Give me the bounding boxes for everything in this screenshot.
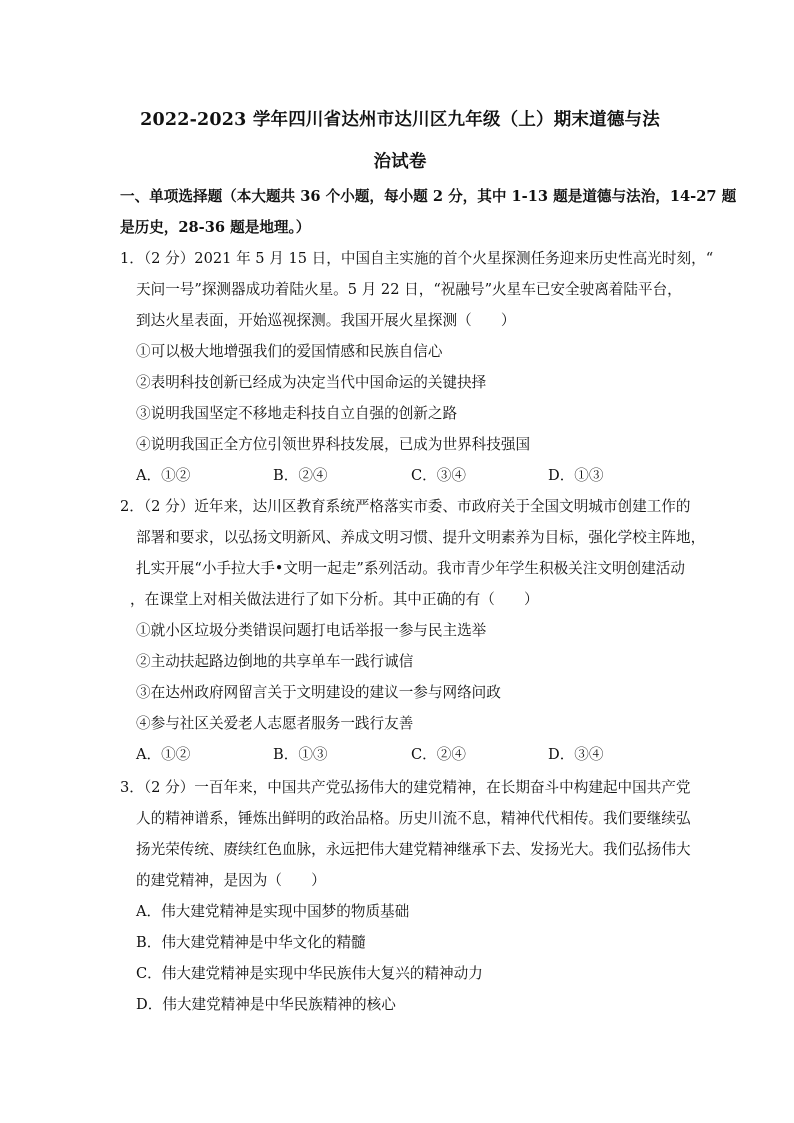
question-1-option-c[interactable]: C．③④ bbox=[411, 467, 466, 484]
question-1-statement: ③说明我国坚定不移地走科技自立自强的创新之路 bbox=[136, 405, 458, 422]
question-3-stem-line: 3．（2 分）一百年来，中国共产党弘扬伟大的建党精神，在长期奋斗中构建起中国共产党 bbox=[120, 779, 691, 796]
question-2-option-d[interactable]: D．③④ bbox=[548, 746, 604, 763]
section-heading-line-1: 一、单项选择题（本大题共 36 个小题，每小题 2 分，其中 1-13 题是道德与法治，14-27 题 bbox=[120, 188, 737, 205]
question-1-statement: ②表明科技创新已经成为决定当代中国命运的关键抉择 bbox=[136, 374, 487, 391]
question-3-option-d[interactable]: D．伟大建党精神是中华民族精神的核心 bbox=[136, 996, 396, 1013]
question-3-stem-line: 人的精神谱系，锤炼出鲜明的政治品格。历史川流不息，精神代代相传。我们要继续弘 bbox=[136, 810, 691, 827]
question-1-stem-line: 天问一号”探测器成功着陆火星。5 月 22 日，“祝融号”火星车已安全驶离着陆平台， bbox=[136, 281, 682, 298]
question-3-stem-line: 扬光荣传统、赓续红色血脉，永远把伟大建党精神继承下去、发扬光大。我们弘扬伟大 bbox=[136, 841, 691, 858]
exam-title-line-1: 2022-2023 学年四川省达州市达川区九年级（上）期末道德与法 bbox=[140, 110, 660, 130]
exam-title-line-2: 治试卷 bbox=[373, 152, 427, 172]
question-3-option-b[interactable]: B．伟大建党精神是中华文化的精髓 bbox=[136, 934, 366, 951]
question-1-stem-line: 1．（2 分）2021 年 5 月 15 日，中国自主实施的首个火星探测任务迎来历史性高光时刻，“ bbox=[120, 250, 714, 267]
question-2-option-c[interactable]: C．②④ bbox=[411, 746, 466, 763]
question-1-option-a[interactable]: A．①② bbox=[136, 467, 191, 484]
question-1-statement: ④说明我国正全方位引领世界科技发展，已成为世界科技强国 bbox=[136, 436, 531, 453]
question-2-statement: ①就小区垃圾分类错误问题打电话举报一参与民主选举 bbox=[136, 622, 487, 639]
section-heading-line-2: 是历史，28-36 题是地理。） bbox=[120, 219, 311, 236]
question-2-stem-line: 扎实开展“小手拉大手•文明一起走”系列活动。我市青少年学生积极关注文明创建活动 bbox=[136, 560, 685, 577]
question-3-option-a[interactable]: A．伟大建党精神是实现中国梦的物质基础 bbox=[136, 903, 410, 920]
question-1-option-d[interactable]: D．①③ bbox=[548, 467, 604, 484]
question-2-stem-line: 部署和要求，以弘扬文明新风、养成文明习惯、提升文明素养为目标，强化学校主阵地， bbox=[136, 529, 706, 546]
question-2-stem-line: ，在课堂上对相关做法进行了如下分析。其中正确的有（ ） bbox=[130, 591, 539, 608]
question-2-statement: ③在达州政府网留言关于文明建设的建议一参与网络问政 bbox=[136, 684, 501, 701]
question-3-stem-line: 的建党精神，是因为（ ） bbox=[136, 872, 326, 889]
question-2-statement: ②主动扶起路边倒地的共享单车一践行诚信 bbox=[136, 653, 414, 670]
question-2-option-a[interactable]: A．①② bbox=[136, 746, 191, 763]
question-1-stem-line: 到达火星表面，开始巡视探测。我国开展火星探测（ ） bbox=[136, 312, 516, 329]
question-2-option-b[interactable]: B．①③ bbox=[273, 746, 328, 763]
question-3-option-c[interactable]: C．伟大建党精神是实现中华民族伟大复兴的精神动力 bbox=[136, 965, 483, 982]
question-2-statement: ④参与社区关爱老人志愿者服务一践行友善 bbox=[136, 715, 414, 732]
question-1-option-b[interactable]: B．②④ bbox=[273, 467, 328, 484]
question-2-stem-line: 2．（2 分）近年来，达川区教育系统严格落实市委、市政府关于全国文明城市创建工作的 bbox=[120, 498, 691, 515]
question-1-statement: ①可以极大地增强我们的爱国情感和民族自信心 bbox=[136, 343, 443, 360]
